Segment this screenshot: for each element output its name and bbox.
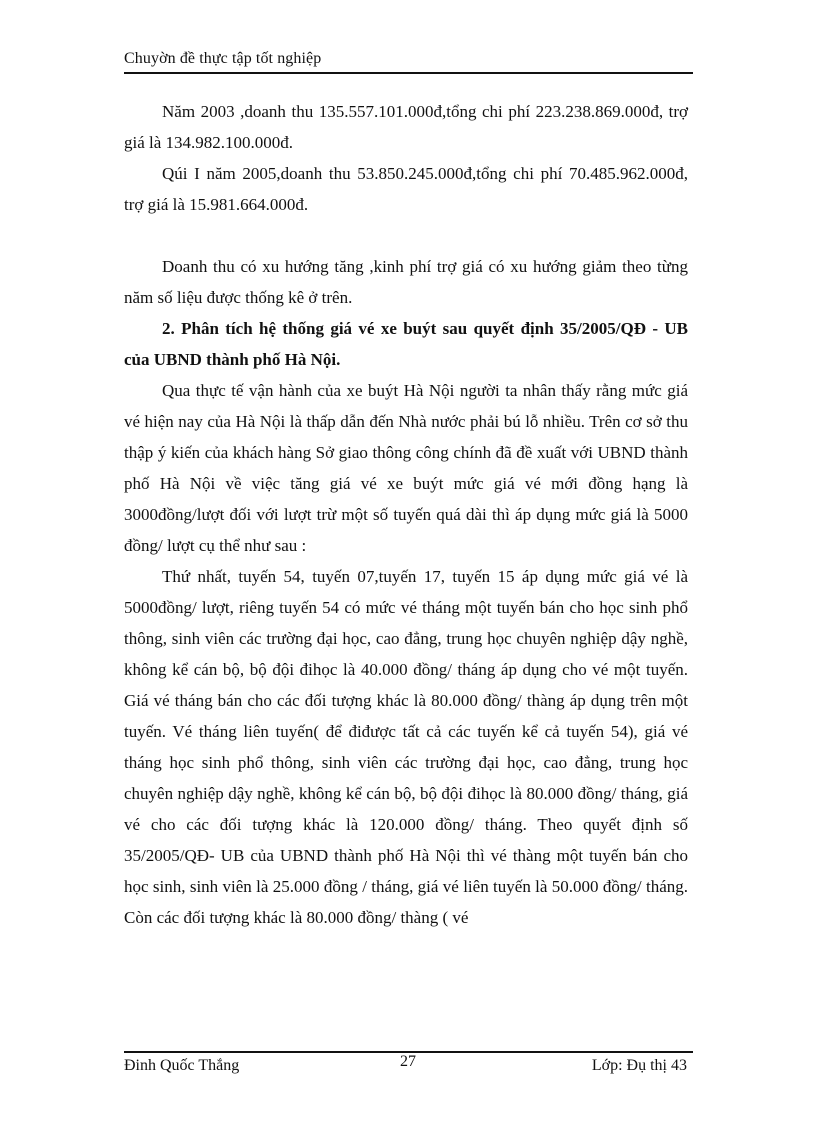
footer-class: Lớp: Đụ thị 43 — [591, 1057, 687, 1074]
page-footer — [124, 1051, 693, 1083]
header-title: Chuyờn đề thực tập tốt nghiệp — [124, 50, 322, 67]
section-heading: 2. Phân tích hệ thống giá vé xe buýt sau quyết định 35/2005/QĐ - UB của UBND thành phố Hà Nội. — [124, 319, 688, 369]
paragraph-revenue-trend: Doanh thu có xu hướng tăng ,kinh phí trợ giá có xu hướng giảm theo từng năm số liệu được thống kê ở trên. — [124, 257, 688, 307]
paragraph-revenue-2003: Năm 2003 ,doanh thu 135.557.101.000đ,tổng chi phí 223.238.869.000đ, trợ giá là 134.982.100.000đ. — [124, 102, 688, 152]
paragraph-ticket-price-proposal: Qua thực tế vận hành của xe buýt Hà Nội người ta nhân thấy rằng mức giá vé hiện nay của Hà Nội là thấp dẫn đến Nhà nước phải bú lỗ nhiều. Trên cơ sở thu thập ý kiến của khách hàng Sở giao thông công chính đã đề xuất với UBND thành phố Hà Nội về việc tăng giá vé xe buýt mức giá vé mới đồng hạng là 3000đồng/lượt đối với lượt trừ một số tuyến quá dài thì áp dụng mức giá là 5000 đồng/ lượt cụ thể như sau : — [124, 381, 688, 555]
page-header — [124, 48, 693, 74]
paragraph-ticket-price-details: Thứ nhất, tuyến 54, tuyến 07,tuyến 17, tuyến 15 áp dụng mức giá vé là 5000đồng/ lượt, riêng tuyến 54 có mức vé tháng một tuyến bán cho học sinh phổ thông, sinh viên các trường đại học, cao đẳng, trung học chuyên nghiệp dậy nghề, không kể cán bộ, bộ đội đihọc là 40.000 đồng/ tháng áp dụng cho vé một tuyến. Giá vé tháng bán cho các đối tượng khác là 80.000 đồng/ thàng áp dụng trên một tuyến. Vé tháng liên tuyến( để điđược tất cả các tuyến kể cả tuyến 54), giá vé tháng học sinh phổ thông, sinh viên các trường đại học, cao đẳng, trung học chuyên nghiệp dậy nghề, không kể cán bộ, bộ đội đihọc là 80.000 đồng/ tháng, giá vé cho các đối tượng khác là 120.000 đồng/ tháng. Theo quyết định số 35/2005/QĐ- UB của UBND thành phố Hà Nội thì vé thàng một tuyến bán cho học sinh, sinh viên là 25.000 đồng / tháng, giá vé liên tuyến là 50.000 đồng/ tháng. Còn các đối tượng khác là 80.000 đồng/ thàng ( vé — [124, 567, 688, 927]
paragraph-spacer — [124, 220, 688, 251]
footer-author: Đinh Quốc Thắng — [124, 1057, 240, 1074]
footer-page-number: 27 — [400, 1053, 416, 1070]
document-body — [124, 96, 688, 933]
paragraph-revenue-2005: Qúi I năm 2005,doanh thu 53.850.245.000đ,tổng chi phí 70.485.962.000đ, trợ giá là 15.981.664.000đ. — [124, 164, 688, 214]
